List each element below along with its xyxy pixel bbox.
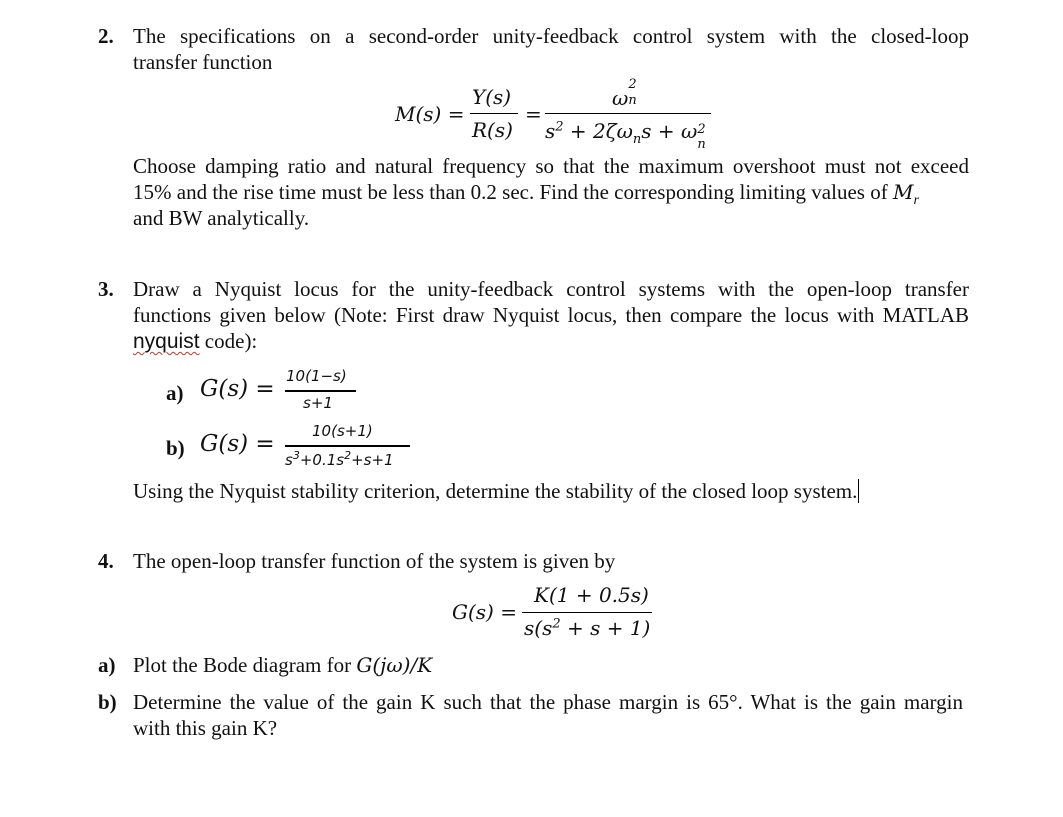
spellcheck-word[interactable]: nyquist [133, 330, 200, 353]
q4-eq-fraction-bar [522, 612, 652, 613]
q3-b-num: 10(s+1) [312, 422, 373, 440]
q3-b-fraction-bar [285, 445, 410, 447]
q2-eq-equals: = [525, 102, 542, 126]
q3-line-1: Draw a Nyquist locus for the unity-feedback control systems with the open-loop transfer [133, 277, 969, 301]
q4-b-line-1: Determine the value of the gain K such that the phase margin is 65°. What is the gain margin [133, 690, 963, 714]
q3-b-den: $s^3+0.1s^2+s+1$ [285, 449, 394, 469]
q2-eq-lhs: M(s) = [395, 102, 465, 126]
q2-line-1: The specifications on a second-order unity-feedback control system with the closed-loop [133, 24, 969, 48]
q4-eq-den: $s(s^2 + s + 1)$ [524, 616, 651, 640]
q4-a-text: Plot the Bode diagram for G(jω)/K [133, 653, 433, 677]
text-cursor [858, 479, 859, 503]
q4-b-label: b) [98, 690, 117, 714]
q3-line-2: functions given below (Note: First draw Nyquist locus, then compare the locus with MATLAB [133, 303, 969, 327]
q3-a-den: s+1 [303, 394, 333, 412]
q2-eq-num1: Y(s) [472, 85, 512, 109]
q2-number: 2. [98, 24, 114, 48]
q2-paragraph-line-2: 15% and the rise time must be less than 0.2 sec. Find the corresponding limiting values of $M_r$ [133, 180, 919, 209]
q4-eq-num: K(1 + 0.5s) [534, 583, 649, 607]
q2-eq-fraction-bar-1 [470, 113, 518, 114]
q2-eq-fraction-bar-2 [545, 113, 711, 114]
q4-b-line-2: with this gain K? [133, 716, 278, 740]
q4-number: 4. [98, 549, 114, 573]
q2-line-2: transfer function [133, 50, 273, 74]
q2-eq-num2: ω 2 n [612, 77, 637, 110]
q2-eq-den1: R(s) [472, 118, 513, 142]
q4-a-label: a) [98, 653, 116, 677]
q3-a-fraction-bar [285, 390, 356, 392]
q3-a-num: 10(1−s) [286, 367, 347, 385]
q2-eq-den2: $s^2 + 2\zeta\omega_ns + \omega$ 2 n [545, 119, 706, 152]
q4-eq-lhs: G(s) = [452, 600, 517, 624]
q3-a-lhs: G(s) = [200, 376, 275, 402]
q3-line-3: nyquist code): [133, 329, 258, 353]
q2-paragraph-line-1: Choose damping ratio and natural frequency so that the maximum overshoot must not exceed [133, 154, 969, 178]
q2-paragraph-line-3: and BW analytically. [133, 206, 310, 230]
q3-a-label: a) [166, 381, 184, 405]
q4-line-1: The open-loop transfer function of the system is given by [133, 549, 616, 573]
q3-closing: Using the Nyquist stability criterion, determine the stability of the closed loop system. [133, 479, 858, 503]
q3-b-lhs: G(s) = [200, 431, 275, 457]
q3-b-label: b) [166, 436, 185, 460]
q3-number: 3. [98, 277, 114, 301]
